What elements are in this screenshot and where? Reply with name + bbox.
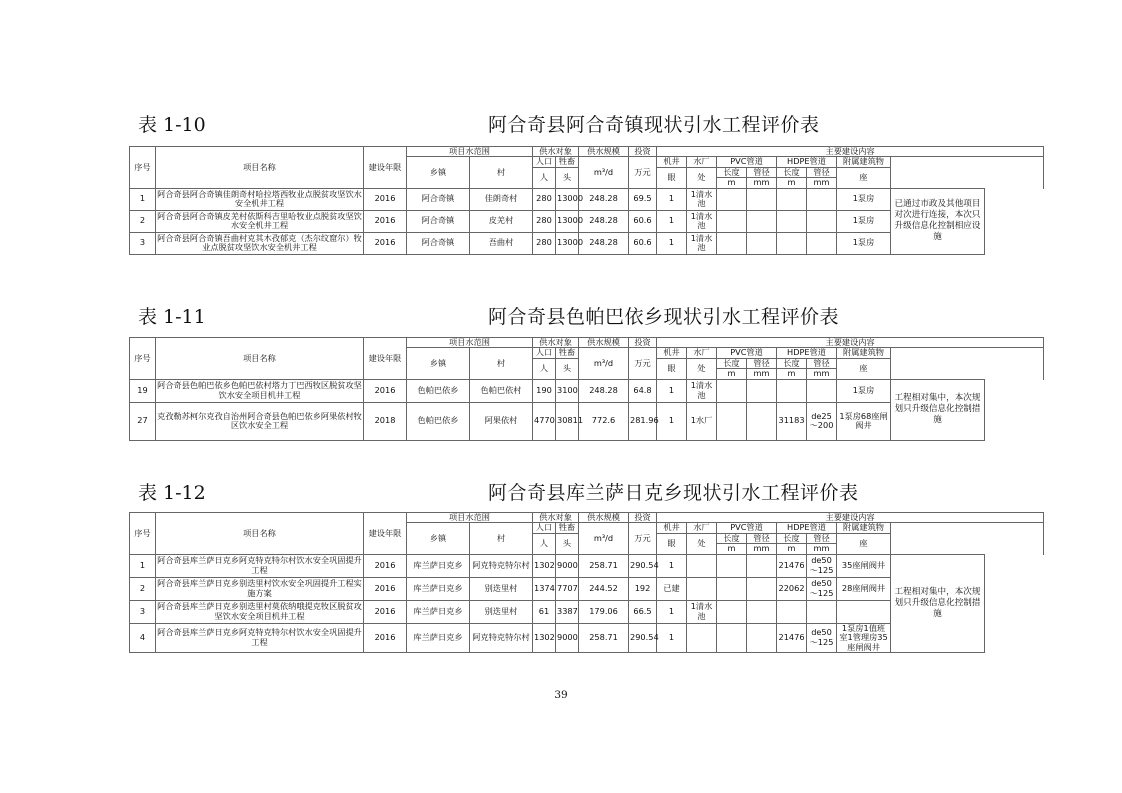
header-cell: 长度 bbox=[777, 167, 807, 177]
cell-hdpe-dia: de50～125 bbox=[807, 623, 837, 652]
header-cell: 眼 bbox=[657, 533, 687, 554]
header-cell: 供水规模 bbox=[579, 338, 629, 348]
header-cell: HDPE管道 bbox=[777, 348, 837, 358]
cell-invest: 60.6 bbox=[629, 210, 657, 232]
cell-livestock: 30811 bbox=[556, 402, 579, 440]
header-cell: 座 bbox=[837, 358, 891, 379]
cell-hdpe-len: 31183 bbox=[777, 402, 807, 440]
header-cell: 机井 bbox=[657, 523, 687, 533]
header-cell: 建设年限 bbox=[364, 338, 407, 380]
cell-pvc-dia bbox=[747, 623, 777, 652]
header-cell: 村 bbox=[470, 348, 533, 379]
cell-pop: 1302 bbox=[533, 554, 556, 577]
cell-hdpe-len bbox=[777, 379, 807, 402]
cell-hdpe-len bbox=[777, 188, 807, 210]
header-cell: 长度 bbox=[717, 358, 747, 368]
cell-plant: 1水厂 bbox=[687, 402, 717, 440]
cell-attached: 35座闸阀井 bbox=[837, 554, 891, 577]
header-cell: 管径 bbox=[747, 167, 777, 177]
header-cell: 头 bbox=[556, 533, 579, 554]
cell-pvc-len bbox=[717, 232, 747, 254]
table-row bbox=[130, 554, 1044, 577]
scope-header bbox=[407, 147, 533, 157]
cell-hdpe-dia bbox=[807, 188, 837, 210]
cell-name: 克孜勒苏柯尔克孜自治州阿合奇县色帕巴依乡阿果依村牧区饮水安全工程 bbox=[156, 402, 364, 440]
cell-invest: 192 bbox=[629, 577, 657, 600]
cell-village: 别迭里村 bbox=[470, 577, 533, 600]
header-cell: 人口 bbox=[533, 157, 556, 167]
header-cell: 附属建筑物 bbox=[837, 157, 891, 167]
cell-scale: 244.52 bbox=[579, 577, 629, 600]
header-cell: 眼 bbox=[657, 358, 687, 379]
cell-hdpe-len: 22062 bbox=[777, 577, 807, 600]
header-cell: 长度 bbox=[777, 533, 807, 543]
cell-livestock: 9000 bbox=[556, 623, 579, 652]
cell-hdpe-len bbox=[777, 600, 807, 623]
cell-year: 2016 bbox=[364, 232, 407, 254]
cell-town: 库兰萨日克乡 bbox=[407, 577, 470, 600]
header-cell: 乡镇 bbox=[407, 523, 470, 554]
cell-pvc-dia bbox=[747, 554, 777, 577]
header-cell: 投资 bbox=[629, 513, 657, 523]
header-cell: 项目名称 bbox=[156, 513, 364, 555]
cell-village: 佳朗奇村 bbox=[470, 188, 533, 210]
cell-livestock: 13000 bbox=[556, 232, 579, 254]
header-cell: m³/d bbox=[579, 157, 629, 188]
header-cell: 机井 bbox=[657, 348, 687, 358]
cell-livestock: 13000 bbox=[556, 188, 579, 210]
header-cell: 座 bbox=[837, 533, 891, 554]
header-cell: 序号 bbox=[130, 338, 156, 380]
header-cell: 牲畜 bbox=[556, 523, 579, 533]
header-cell: 管径 bbox=[807, 167, 837, 177]
header-cell: 头 bbox=[556, 358, 579, 379]
cell-seq: 19 bbox=[130, 379, 156, 402]
header-cell: 牲畜 bbox=[556, 348, 579, 358]
cell-name: 阿合奇县阿合奇镇佳朗奇村哈拉塔西牧业点脱贫攻坚饮水安全机井工程 bbox=[157, 188, 362, 209]
section-title-2 bbox=[0, 298, 1122, 328]
header-cell: 处 bbox=[687, 167, 717, 188]
cell-town: 库兰萨日克乡 bbox=[407, 623, 470, 652]
cell-pvc-len bbox=[717, 188, 747, 210]
cell-pvc-len bbox=[717, 379, 747, 402]
cell-attached: 28座闸阀井 bbox=[837, 577, 891, 600]
cell-well: 1 bbox=[657, 402, 687, 440]
cell-year: 2016 bbox=[364, 577, 407, 600]
cell-invest: 60.6 bbox=[629, 232, 657, 254]
cell-pop: 280 bbox=[533, 188, 556, 210]
table-title: 阿合奇县库兰萨日克乡现状引水工程评价表 bbox=[488, 482, 859, 504]
header-cell: 机井 bbox=[657, 157, 687, 167]
cell-well: 1 bbox=[657, 210, 687, 232]
table-number: 表 1-11 bbox=[138, 306, 206, 328]
cell-hdpe-dia: de50～125 bbox=[807, 554, 837, 577]
cell-year: 2016 bbox=[364, 623, 407, 652]
header-cell: 人口 bbox=[533, 523, 556, 533]
header-cell: 村 bbox=[470, 523, 533, 554]
cell-village: 阿克特克特尔村 bbox=[470, 623, 533, 652]
cell-seq: 4 bbox=[130, 623, 156, 652]
header-cell: 项目名称 bbox=[156, 338, 364, 380]
evaluation-cell: 工程相对集中，本次规划只升级信息化控制措施 bbox=[891, 379, 985, 440]
header-cell: 头 bbox=[556, 167, 579, 188]
evaluation-table bbox=[129, 146, 1044, 255]
cell-plant bbox=[687, 577, 717, 600]
cell-scale: 248.28 bbox=[579, 210, 629, 232]
cell-pvc-len bbox=[717, 577, 747, 600]
header-cell: 供水对象 bbox=[533, 338, 579, 348]
header-cell: 处 bbox=[687, 358, 717, 379]
cell-well: 1 bbox=[657, 379, 687, 402]
cell-plant: 1清水池 bbox=[687, 210, 717, 232]
header-cell: 主要建设内容 bbox=[657, 513, 1044, 523]
cell-plant: 1清水池 bbox=[687, 232, 717, 254]
header-cell: 附属建筑物 bbox=[837, 523, 891, 533]
scope-label: 项目 bbox=[449, 512, 466, 522]
cell-village: 皮羌村 bbox=[470, 210, 533, 232]
header-cell: 序号 bbox=[130, 147, 156, 189]
header-cell: 牲畜 bbox=[556, 157, 579, 167]
page-number: 39 bbox=[554, 689, 568, 701]
cell-scale: 258.71 bbox=[579, 554, 629, 577]
header-cell: 水厂 bbox=[687, 523, 717, 533]
header-cell: mm bbox=[747, 544, 777, 554]
header-cell: m bbox=[777, 544, 807, 554]
cell-pvc-len bbox=[717, 402, 747, 440]
cell-well: 已建 bbox=[657, 577, 687, 600]
cell-scale: 248.28 bbox=[579, 379, 629, 402]
cell-pvc-dia bbox=[747, 577, 777, 600]
cell-invest: 290.54 bbox=[629, 554, 657, 577]
cell-seq: 2 bbox=[130, 577, 156, 600]
header-cell: m bbox=[717, 369, 747, 379]
header-cell: 建设年限 bbox=[364, 513, 407, 555]
header-cell: 长度 bbox=[777, 358, 807, 368]
cell-pvc-dia bbox=[747, 232, 777, 254]
cell-village: 色帕巴依村 bbox=[470, 379, 533, 402]
header-cell: mm bbox=[747, 369, 777, 379]
cell-village: 阿克特克特尔村 bbox=[470, 554, 533, 577]
cell-pvc-len bbox=[717, 210, 747, 232]
cell-plant: 1清水池 bbox=[687, 600, 717, 623]
cell-pvc-dia bbox=[747, 379, 777, 402]
header-cell: m bbox=[717, 178, 747, 188]
header-cell: 供水规模 bbox=[579, 513, 629, 523]
header-cell: 项目名称 bbox=[156, 147, 364, 189]
header-cell: m bbox=[777, 178, 807, 188]
cell-hdpe-dia bbox=[807, 210, 837, 232]
header-cell: 万元 bbox=[629, 348, 657, 379]
header-cell: 主要建设内容 bbox=[657, 147, 1044, 157]
cell-year: 2016 bbox=[364, 379, 407, 402]
table-number: 表 1-10 bbox=[138, 114, 206, 136]
evaluation-table bbox=[129, 512, 1044, 653]
cell-town: 库兰萨日克乡 bbox=[407, 600, 470, 623]
cell-plant bbox=[687, 623, 717, 652]
cell-pop: 190 bbox=[533, 379, 556, 402]
cell-name: 阿合奇县库兰萨日克乡别迭里村莫依纳哦提克牧区脱贫攻坚饮水安全项目机井工程 bbox=[156, 600, 364, 623]
cell-attached: 1泵房 bbox=[837, 379, 891, 402]
cell-town: 色帕巴依乡 bbox=[407, 402, 470, 440]
cell-plant: 1清水池 bbox=[687, 188, 717, 210]
header-cell: m³/d bbox=[579, 348, 629, 379]
cell-pvc-dia bbox=[747, 600, 777, 623]
header-cell: m³/d bbox=[579, 523, 629, 554]
cell-livestock: 3387 bbox=[556, 600, 579, 623]
cell-year: 2016 bbox=[364, 210, 407, 232]
cell-scale: 248.28 bbox=[579, 232, 629, 254]
header-cell: mm bbox=[807, 178, 837, 188]
cell-hdpe-dia bbox=[807, 232, 837, 254]
header-cell: 人口 bbox=[533, 348, 556, 358]
cell-hdpe-dia bbox=[807, 379, 837, 402]
header-cell: 乡镇 bbox=[407, 348, 470, 379]
cell-seq: 27 bbox=[130, 402, 156, 440]
cell-year: 2016 bbox=[364, 600, 407, 623]
header-cell: 管径 bbox=[807, 533, 837, 543]
cell-pvc-len bbox=[717, 623, 747, 652]
table-title: 阿合奇县色帕巴依乡现状引水工程评价表 bbox=[488, 306, 840, 328]
header-cell: HDPE管道 bbox=[777, 157, 837, 167]
cell-hdpe-len bbox=[777, 232, 807, 254]
header-cell: 管径 bbox=[747, 358, 777, 368]
cell-hdpe-len: 21476 bbox=[777, 623, 807, 652]
header-cell: 主要建设内容 bbox=[657, 338, 1044, 348]
header-cell: 眼 bbox=[657, 167, 687, 188]
header-cell: 建设年限 bbox=[364, 147, 407, 189]
scope-label-b: 水范围 bbox=[465, 337, 490, 347]
header-cell: 乡镇 bbox=[407, 157, 470, 188]
header-cell: PVC管道 bbox=[717, 157, 777, 167]
cell-pop: 280 bbox=[533, 210, 556, 232]
header-cell: PVC管道 bbox=[717, 348, 777, 358]
header-cell: mm bbox=[747, 178, 777, 188]
cell-well: 1 bbox=[657, 623, 687, 652]
cell-hdpe-dia: de50～125 bbox=[807, 577, 837, 600]
header-cell: 人 bbox=[533, 358, 556, 379]
header-cell: m bbox=[717, 544, 747, 554]
header-cell: PVC管道 bbox=[717, 523, 777, 533]
cell-attached: 1泵房 bbox=[837, 232, 891, 254]
cell-seq: 2 bbox=[130, 210, 156, 232]
section-title-3 bbox=[0, 474, 1122, 504]
cell-pvc-dia bbox=[747, 402, 777, 440]
table-row bbox=[130, 188, 1044, 210]
cell-scale: 179.06 bbox=[579, 600, 629, 623]
cell-hdpe-dia bbox=[807, 600, 837, 623]
section-title-1 bbox=[0, 106, 1122, 136]
cell-seq: 3 bbox=[130, 232, 156, 254]
cell-name: 阿合奇县库兰萨日克乡阿克特克特尔村饮水安全巩固提升工程 bbox=[156, 623, 364, 652]
header-cell: 座 bbox=[837, 167, 891, 188]
cell-name: 阿合奇县库兰萨日克乡别迭里村饮水安全巩固提升工程实施方案 bbox=[156, 577, 364, 600]
cell-well: 1 bbox=[657, 554, 687, 577]
cell-well: 1 bbox=[657, 188, 687, 210]
cell-scale: 258.71 bbox=[579, 623, 629, 652]
cell-well: 1 bbox=[657, 232, 687, 254]
header-cell: 万元 bbox=[629, 523, 657, 554]
cell-attached bbox=[837, 600, 891, 623]
cell-pop: 1302 bbox=[533, 623, 556, 652]
cell-plant: 1清水池 bbox=[687, 379, 717, 402]
header-cell: 水厂 bbox=[687, 157, 717, 167]
cell-attached: 1泵房1值班室1管理房35座闸阀井 bbox=[837, 623, 891, 652]
cell-pvc-len bbox=[717, 600, 747, 623]
cell-name: 阿合奇县色帕巴依乡色帕巴依村塔力丁巴西牧区脱贫攻坚饮水安全项目机井工程 bbox=[156, 379, 364, 402]
header-cell: mm bbox=[807, 544, 837, 554]
header-cell: 序号 bbox=[130, 513, 156, 555]
cell-invest: 64.8 bbox=[629, 379, 657, 402]
cell-town: 库兰萨日克乡 bbox=[407, 554, 470, 577]
header-cell: 供水规模 bbox=[579, 147, 629, 157]
cell-attached: 1泵房 bbox=[837, 210, 891, 232]
header-cell: 村 bbox=[470, 157, 533, 188]
cell-pop: 280 bbox=[533, 232, 556, 254]
cell-town: 阿合奇镇 bbox=[407, 232, 470, 254]
header-cell: 投资 bbox=[629, 147, 657, 157]
cell-seq: 1 bbox=[130, 188, 156, 210]
table-number: 表 1-12 bbox=[138, 482, 206, 504]
cell-scale: 248.28 bbox=[579, 188, 629, 210]
cell-livestock: 7707 bbox=[556, 577, 579, 600]
cell-name: 阿合奇县阿合奇镇皮羌村依斯科吉里哈牧业点脱贫攻坚饮水安全机井工程 bbox=[157, 210, 362, 231]
table-row bbox=[130, 379, 1044, 402]
cell-pvc-dia bbox=[747, 188, 777, 210]
cell-attached: 1泵房68座闸阀井 bbox=[837, 402, 891, 440]
cell-pop: 61 bbox=[533, 600, 556, 623]
scope-label: 项目 bbox=[449, 337, 466, 347]
cell-seq: 1 bbox=[130, 554, 156, 577]
cell-pvc-dia bbox=[747, 210, 777, 232]
cell-year: 2018 bbox=[364, 402, 407, 440]
cell-year: 2016 bbox=[364, 188, 407, 210]
cell-attached: 1泵房 bbox=[837, 188, 891, 210]
header-cell: 人 bbox=[533, 533, 556, 554]
cell-town: 色帕巴依乡 bbox=[407, 379, 470, 402]
scope-header bbox=[407, 513, 533, 523]
cell-plant bbox=[687, 554, 717, 577]
header-cell: HDPE管道 bbox=[777, 523, 837, 533]
cell-town: 阿合奇镇 bbox=[407, 210, 470, 232]
cell-village: 阿果依村 bbox=[470, 402, 533, 440]
cell-town: 阿合奇镇 bbox=[407, 188, 470, 210]
header-cell: 人 bbox=[533, 167, 556, 188]
evaluation-cell: 已通过市政及其他项目对次进行连接，本次只升级信息化控制相应设施 bbox=[891, 188, 985, 254]
cell-seq: 3 bbox=[130, 600, 156, 623]
header-cell: 长度 bbox=[717, 167, 747, 177]
cell-livestock: 13000 bbox=[556, 210, 579, 232]
cell-village: 吾曲村 bbox=[470, 232, 533, 254]
header-cell: 附属建筑物 bbox=[837, 348, 891, 358]
header-cell: mm bbox=[807, 369, 837, 379]
cell-village: 别迭里村 bbox=[470, 600, 533, 623]
header-cell: 供水对象 bbox=[533, 147, 579, 157]
cell-pop: 4770 bbox=[533, 402, 556, 440]
header-cell: 投资 bbox=[629, 338, 657, 348]
cell-invest: 281.96 bbox=[629, 402, 657, 440]
cell-name: 阿合奇县库兰萨日克乡阿克特克特尔村饮水安全巩固提升工程 bbox=[156, 554, 364, 577]
header-cell: 管径 bbox=[807, 358, 837, 368]
header-cell: 万元 bbox=[629, 157, 657, 188]
cell-year: 2016 bbox=[364, 554, 407, 577]
evaluation-cell: 工程相对集中，本次规划只升级信息化控制措施 bbox=[891, 554, 985, 652]
header-cell: 供水对象 bbox=[533, 513, 579, 523]
evaluation-table bbox=[129, 337, 1044, 441]
cell-hdpe-dia: de25～200 bbox=[807, 402, 837, 440]
scope-header bbox=[407, 338, 533, 348]
header-cell: m bbox=[777, 369, 807, 379]
cell-name: 阿合奇县阿合奇镇吾曲村克其木孜郁克（杰尔纹窟尔）牧业点脱贫攻坚饮水安全机井工程 bbox=[157, 232, 362, 253]
cell-invest: 69.5 bbox=[629, 188, 657, 210]
header-cell: 水厂 bbox=[687, 348, 717, 358]
cell-livestock: 9000 bbox=[556, 554, 579, 577]
table-title: 阿合奇县阿合奇镇现状引水工程评价表 bbox=[488, 114, 820, 136]
header-cell: 长度 bbox=[717, 533, 747, 543]
cell-scale: 772.6 bbox=[579, 402, 629, 440]
scope-label-b: 水范围 bbox=[465, 512, 490, 522]
cell-hdpe-len bbox=[777, 210, 807, 232]
cell-invest: 290.54 bbox=[629, 623, 657, 652]
cell-well: 1 bbox=[657, 600, 687, 623]
header-cell: 处 bbox=[687, 533, 717, 554]
cell-livestock: 3100 bbox=[556, 379, 579, 402]
cell-pvc-len bbox=[717, 554, 747, 577]
cell-pop: 1374 bbox=[533, 577, 556, 600]
header-cell: 管径 bbox=[747, 533, 777, 543]
cell-hdpe-len: 21476 bbox=[777, 554, 807, 577]
cell-invest: 66.5 bbox=[629, 600, 657, 623]
scope-label: 项目 bbox=[449, 146, 466, 156]
scope-label-b: 水范围 bbox=[465, 146, 490, 156]
